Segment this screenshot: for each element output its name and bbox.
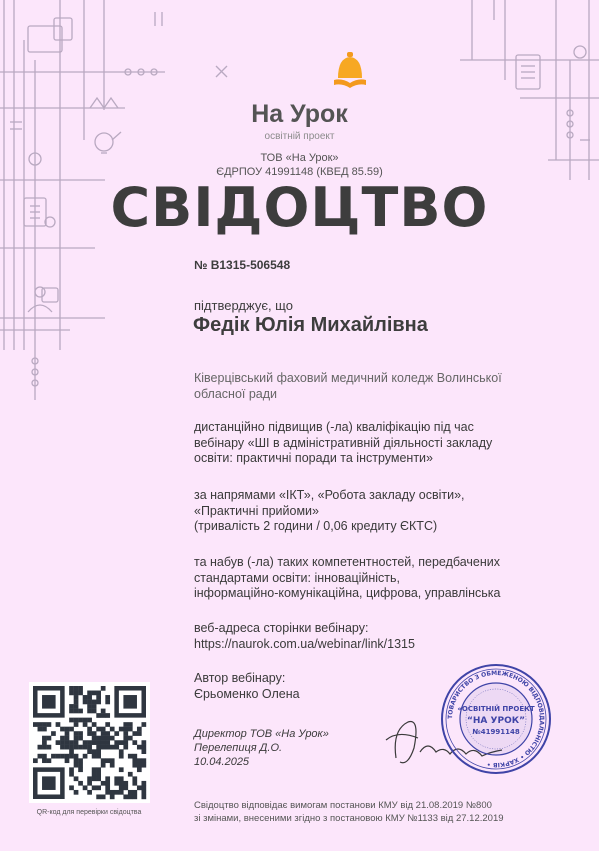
institution: Ківерцівський фаховий медичний коледж Волинської обласної ради [194,371,502,401]
company-stamp [440,663,552,775]
org-name: ТОВ «На Урок» [260,152,339,164]
certificate-number: № B1315-506548 [194,258,291,272]
stamp-line1: «ОСВІТНІЙ ПРОЕКТ [457,705,535,713]
webinar-page-link[interactable]: https://naurok.com.ua/webinar/link/1315 [194,636,415,651]
director-block [194,727,329,769]
logo-name: На Урок [251,100,348,128]
qr-code-image [29,682,150,803]
author-name: Єрьоменко Олена [194,686,300,701]
stamp-ring-text: ТОВАРИСТВО З ОБМЕЖЕНОЮ ВІДПОВІДАЛЬНІСТЮ • ХАРКІВ • [446,669,546,769]
author-label: Автор вебінару: [194,671,286,685]
webinar-page [194,621,539,652]
qualification-text: дистанційно підвищив (-ла) кваліфікацію під час вебінару «ШІ в адміністративній діяльності закладу освіти: практичні поради та інструменти» [194,420,493,465]
qr-caption: QR-код для перевірки свідоцтва [36,809,142,816]
organization-info [0,151,599,179]
qr-code[interactable] [29,682,150,803]
director-title: Директор ТОВ «На Урок» [194,728,329,740]
stamp-code: №41991148 [472,728,520,736]
recipient-name: Федік Юлія Михайлівна [193,314,428,336]
directions-text: за напрямами «ІКТ», «Робота закладу освіти», «Практичні прийоми» (тривалість 2 години / 0,06 кредиту ЄКТС) [194,488,465,533]
confirms-label: підтверджує, що [194,298,293,313]
legal-footnote: Свідоцтво відповідає вимогам постанови КМУ від 21.08.2019 №800 зі змінами, внесеними згідно з постановою КМУ №1133 від 27.12.2019 [194,800,504,824]
webinar-page-label: веб-адреса сторінки вебінару: [194,621,369,635]
stamp-line2: “НА УРОК” [466,716,526,726]
certificate-title: СВІДОЦТВО [110,176,489,239]
org-code: ЄДРПОУ 41991148 (КВЕД 85.59) [216,166,383,178]
issue-date: 10.04.2025 [194,756,250,768]
director-name: Перелепиця Д.О. [194,742,283,754]
logo-subtitle: освітній проект [264,131,335,142]
bell-book-icon [330,50,370,92]
competences-text: та набув (-ла) таких компетентностей, передбачених стандартами освіти: інноваційність, інформаційно-комунікаційна, цифрова, управлінська [194,555,501,600]
